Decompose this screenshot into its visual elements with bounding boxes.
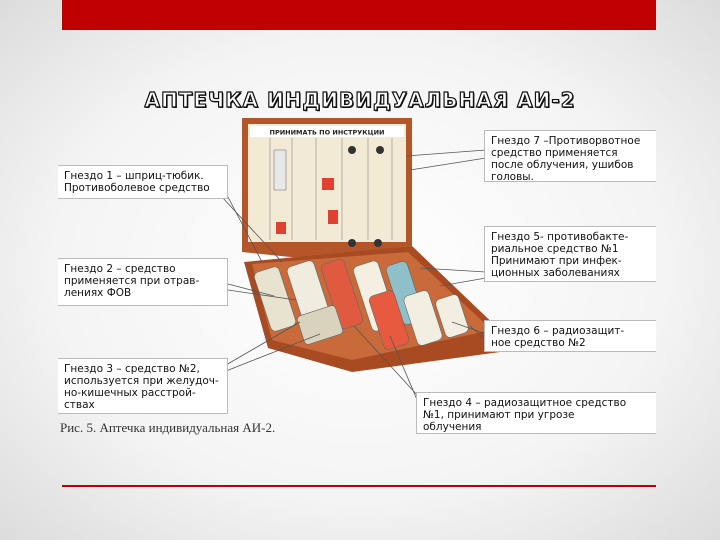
callout-nest-5-text: Гнездо 5- противобакте- риальное средство №1 Принимают при инфек- ционных заболеваниях [491, 231, 629, 279]
lid-red-mark [322, 178, 334, 190]
page-title: АПТЕЧКА ИНДИВИДУАЛЬНАЯ АИ-2 [144, 88, 576, 112]
callout-nest-6-text: Гнездо 6 – радиозащит- ное средство №2 [491, 325, 625, 349]
lid-red-mark-3 [328, 210, 338, 224]
callout-nest-1-text: Гнездо 1 – шприц-тюбик. Противоболевое средство [64, 170, 210, 194]
callout-nest-1 [58, 165, 228, 199]
callout-nest-4-text: Гнездо 4 – радиозащитное средство №1, принимают при угрозе облучения [423, 397, 627, 433]
callout-nest-7 [484, 130, 656, 182]
lid-red-mark-2 [276, 222, 286, 234]
lid-number-dot [348, 239, 356, 247]
kit-label: ПРИНИМАТЬ ПО ИНСТРУКЦИИ [269, 128, 385, 137]
lid-number-dot [348, 146, 356, 154]
callout-nest-3 [58, 358, 228, 414]
figure-caption: Рис. 5. Аптечка индивидуальная АИ-2. [60, 420, 276, 435]
lid-number-dot [376, 146, 384, 154]
bottom-accent-line [62, 485, 656, 487]
callout-nest-7-text: Гнездо 7 –Противорвотное средство применяется после облучения, ушибов головы. [491, 135, 641, 183]
callout-nest-3-text: Гнездо 3 – средство №2, используется при желудоч- но-кишечных расстрой- ствах [64, 363, 219, 411]
callout-nest-6 [484, 320, 656, 352]
callout-nest-2-text: Гнездо 2 – средство применяется при отрав- лениях ФОВ [64, 263, 200, 299]
lid-number-dot [374, 239, 382, 247]
callout-nest-4 [416, 392, 656, 434]
lid-syringe-image [274, 150, 286, 190]
callout-nest-2 [58, 258, 228, 306]
callout-nest-5 [484, 226, 656, 282]
